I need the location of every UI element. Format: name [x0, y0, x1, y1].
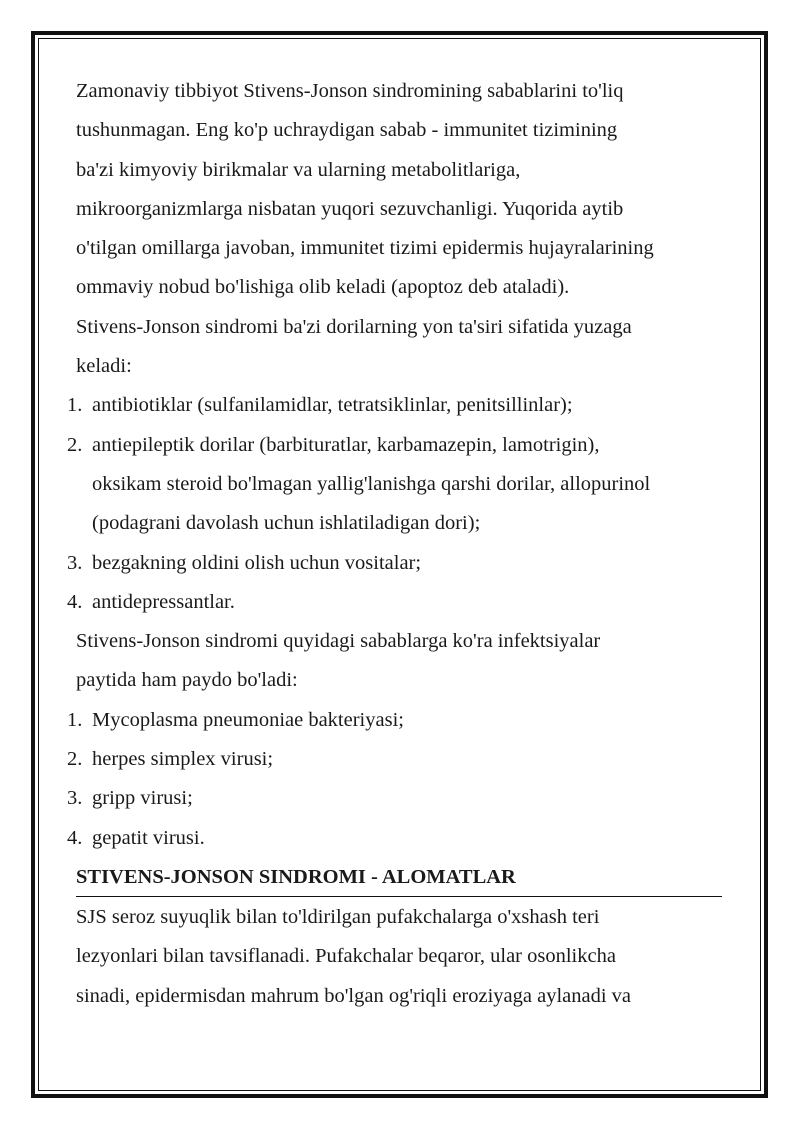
- list-number: 3.: [67, 787, 83, 810]
- text-line: lezyonlari bilan tavsiflanadi. Pufakchalar beqaror, ular osonlikcha: [76, 945, 616, 968]
- list-number: 4.: [67, 590, 83, 613]
- text-line: antiepileptik dorilar (barbituratlar, karbamazepin, lamotrigin),: [92, 433, 600, 456]
- text-line: ommaviy nobud bo'lishiga olib keladi (apoptoz deb ataladi).: [76, 276, 570, 299]
- text-line: Mycoplasma pneumoniae bakteriyasi;: [92, 708, 404, 731]
- document-body: [67, 72, 726, 1016]
- section-heading: STIVENS-JONSON SINDROMI - ALOMATLAR: [76, 858, 722, 897]
- text-line: antibiotiklar (sulfanilamidlar, tetratsiklinlar, penitsillinlar);: [92, 394, 573, 417]
- list-number: 1.: [67, 708, 83, 731]
- list-number: 4.: [67, 826, 83, 849]
- text-line: tushunmagan. Eng ko'p uchraydigan sabab - immunitet tizimining: [76, 119, 618, 142]
- list-item: [67, 701, 726, 740]
- text-line: Stivens-Jonson sindromi quyidagi sabablarga ko'ra infektsiyalar: [76, 630, 601, 653]
- list-item: [67, 426, 726, 544]
- text-line: antidepressantlar.: [92, 590, 235, 613]
- text-line: o'tilgan omillarga javoban, immunitet tizimi epidermis hujayralarining: [76, 237, 654, 260]
- text-line: paytida ham paydo bo'ladi:: [76, 669, 298, 692]
- list-number: 3.: [67, 551, 83, 574]
- text-line: keladi:: [76, 355, 132, 378]
- list-number: 1.: [67, 394, 83, 417]
- list-number: 2.: [67, 748, 83, 771]
- text-line: gepatit virusi.: [92, 826, 205, 849]
- text-line: sinadi, epidermisdan mahrum bo'lgan og'riqli eroziyaga aylanadi va: [76, 984, 632, 1007]
- list-item: [67, 819, 726, 858]
- list-number: 2.: [67, 433, 83, 456]
- list-item: [67, 740, 726, 779]
- text-line: oksikam steroid bo'lmagan yallig'lanishga qarshi dorilar, allopurinol: [92, 472, 651, 495]
- text-line: (podagrani davolash uchun ishlatiladigan dori);: [92, 512, 481, 535]
- text-line: SJS seroz suyuqlik bilan to'ldirilgan pufakchalarga o'xshash teri: [76, 905, 600, 928]
- list-item: [67, 583, 726, 622]
- list-item: [67, 544, 726, 583]
- text-line: Zamonaviy tibbiyot Stivens-Jonson sindromining sabablarini to'liq: [76, 80, 624, 102]
- text-line: bezgakning oldini olish uchun vositalar;: [92, 551, 422, 574]
- drugs-list: [67, 386, 726, 622]
- text-line: gripp virusi;: [92, 787, 193, 810]
- infection-paragraph: [76, 622, 726, 701]
- list-item: [67, 386, 726, 425]
- list-item: [67, 779, 726, 818]
- intro-paragraph: [76, 72, 726, 386]
- text-line: ba'zi kimyoviy birikmalar va ularning metabolitlariga,: [76, 158, 521, 181]
- text-line: herpes simplex virusi;: [92, 748, 274, 771]
- text-line: mikroorganizmlarga nisbatan yuqori sezuvchanligi. Yuqorida aytib: [76, 197, 624, 220]
- infections-list: [67, 701, 726, 858]
- symptoms-paragraph: [76, 898, 726, 1016]
- text-line: Stivens-Jonson sindromi ba'zi dorilarning yon ta'siri sifatida yuzaga: [76, 315, 632, 338]
